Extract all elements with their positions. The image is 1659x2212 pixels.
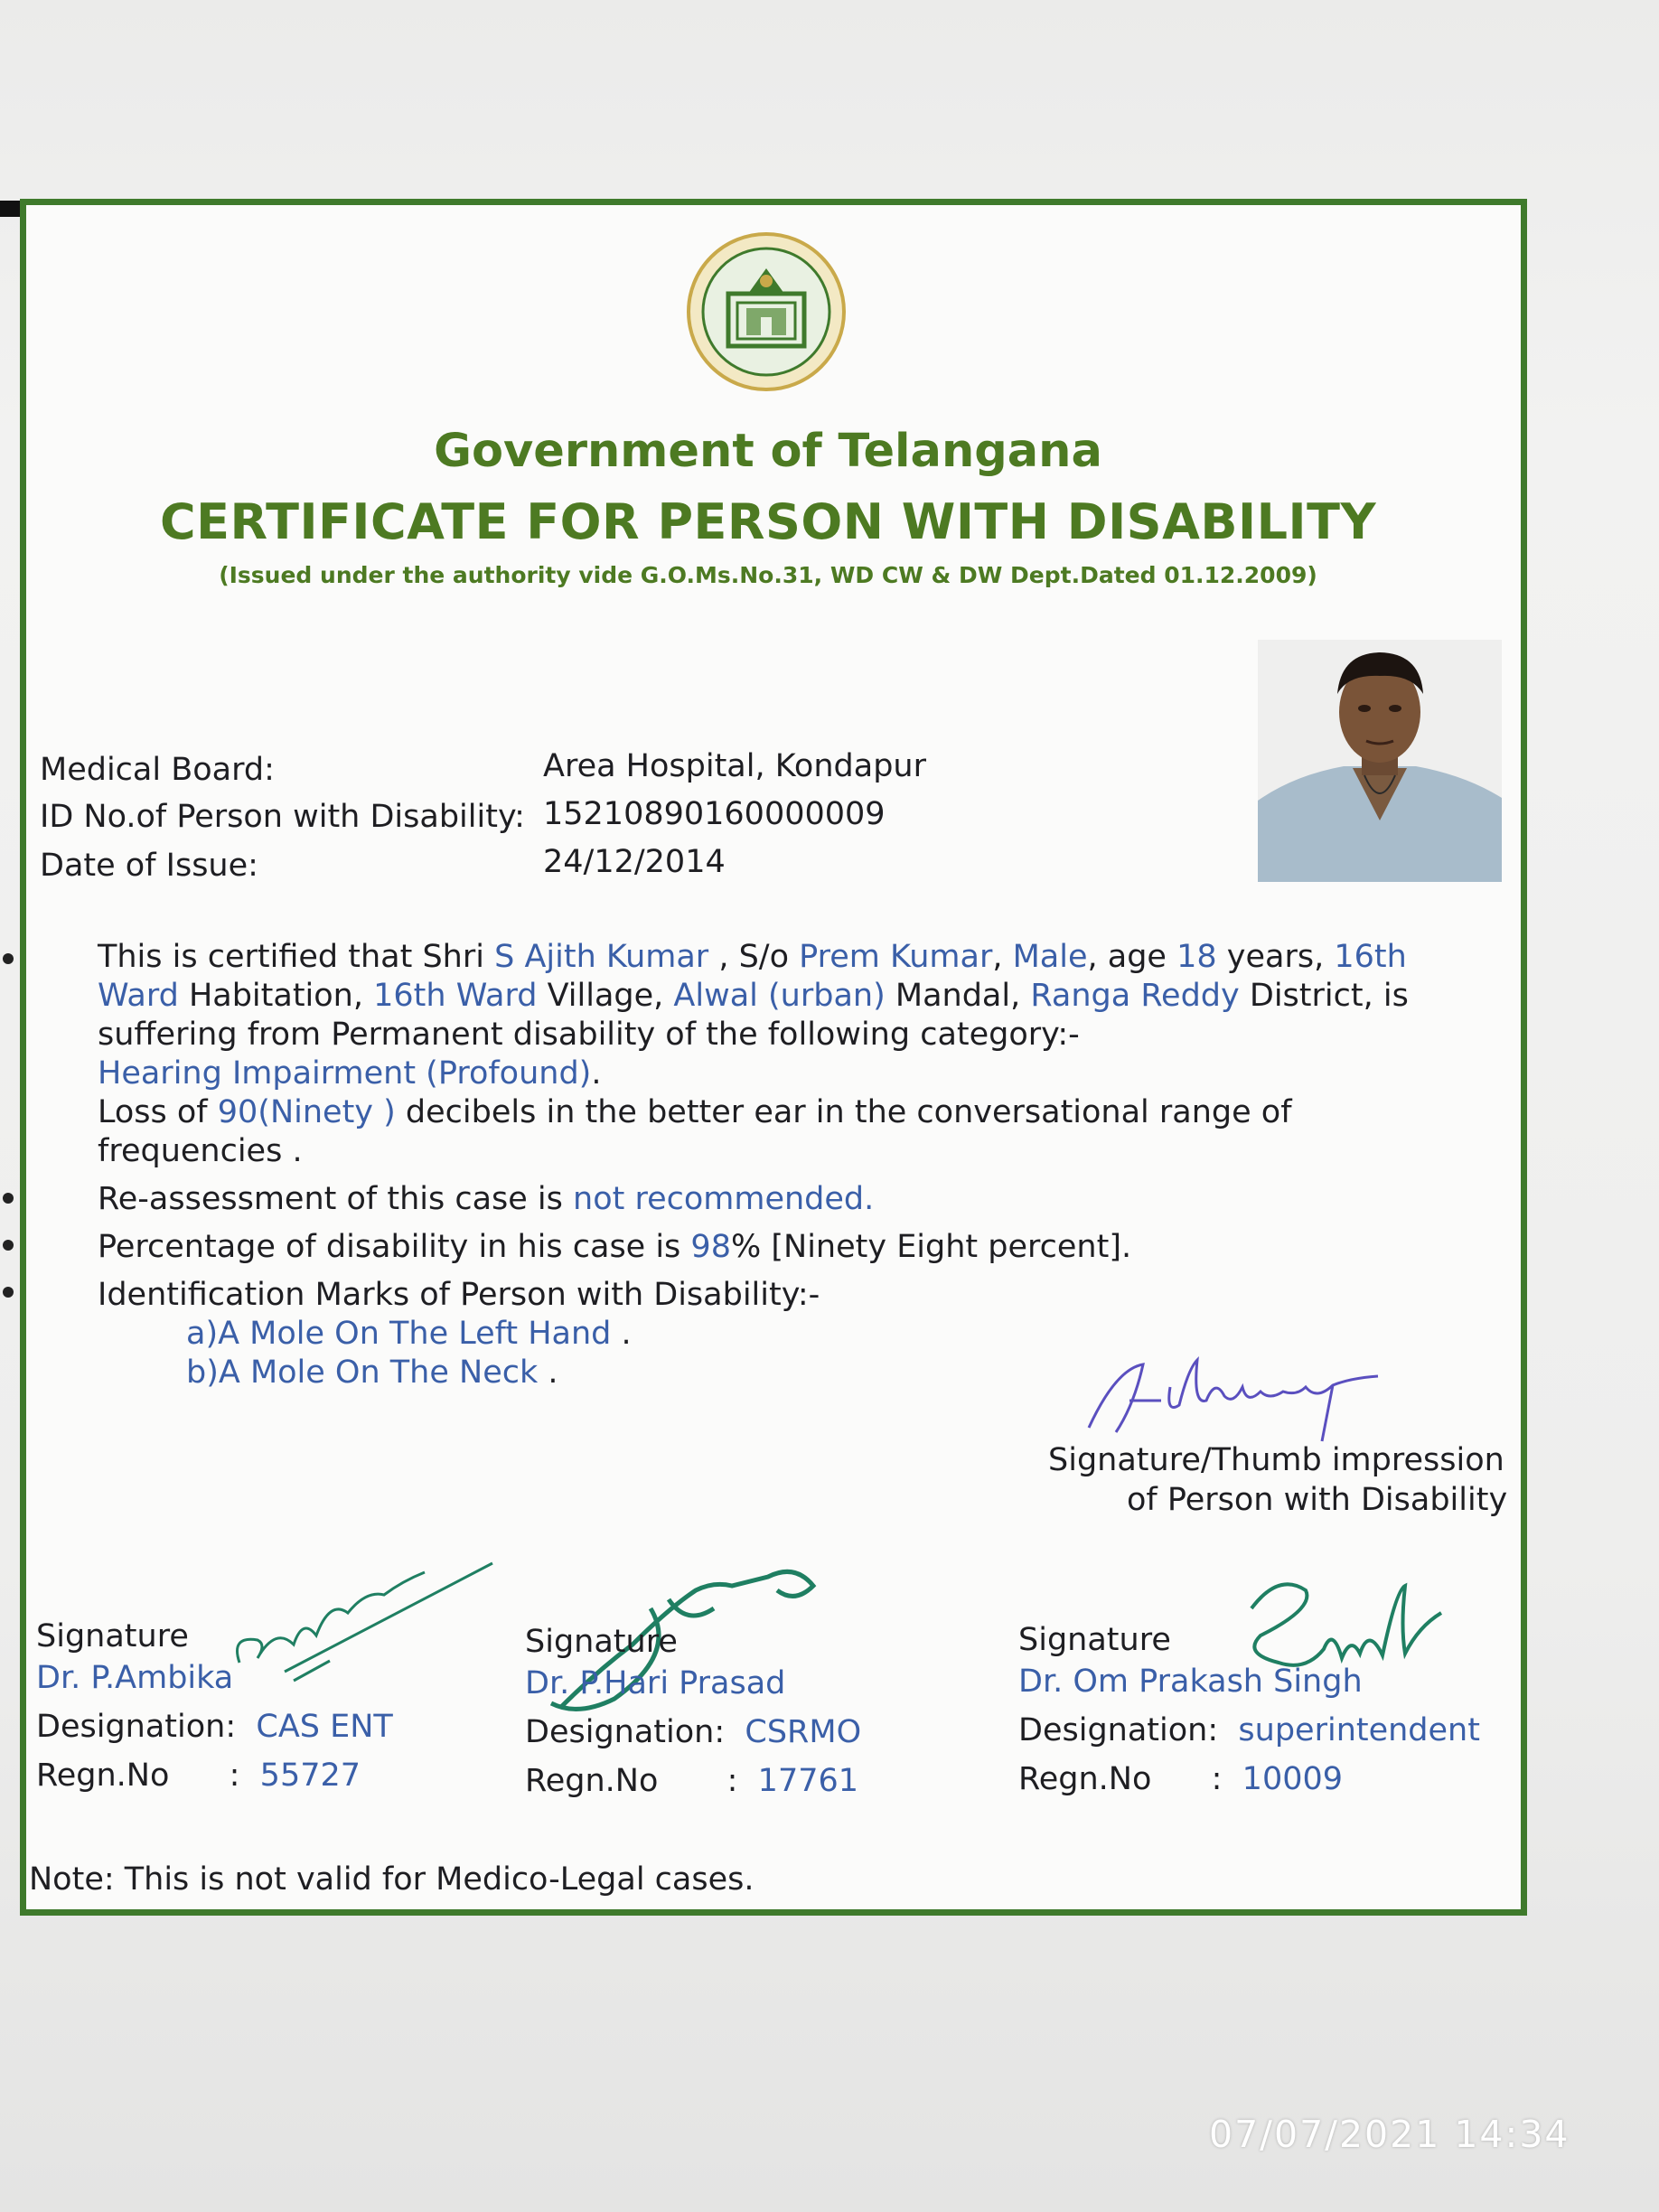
regn-value: 10009 (1242, 1761, 1344, 1797)
body-text: Habitation, (178, 978, 374, 1014)
id-number-label: ID No.of Person with Disability: (40, 799, 525, 835)
certificate-title: CERTIFICATE FOR PERSON WITH DISABILITY (159, 493, 1377, 550)
body-text: , S/o (708, 939, 800, 975)
body-text: Percentage of disability in his case is (98, 1229, 691, 1265)
signature-label: Signature (36, 1618, 189, 1654)
disability-percentage: 98 (690, 1229, 731, 1265)
body-text: , age (1087, 939, 1177, 975)
validity-note: Note: This is not valid for Medico-Legal cases. (29, 1861, 755, 1898)
designation-row (525, 1708, 861, 1757)
margin-dot (3, 1193, 14, 1204)
person-signature-caption-2: of Person with Disability (1127, 1482, 1508, 1518)
district: Ranga Reddy (1030, 978, 1240, 1014)
medical-board-label: Medical Board: (40, 752, 275, 788)
regn-row: Regn.No : 10009 (1018, 1761, 1344, 1797)
designation-label: Designation: (36, 1709, 237, 1745)
mandal: Alwal (urban) (673, 978, 886, 1014)
signature-label: Signature (525, 1624, 678, 1660)
designation-value: CSRMO (745, 1714, 862, 1750)
identification-marks-label: Identification Marks of Person with Disability:- (98, 1277, 820, 1313)
designation-row (36, 1702, 393, 1751)
margin-dot (3, 953, 14, 964)
habitation: 16th Ward (98, 939, 1407, 1014)
body-text: , (992, 939, 1013, 975)
date-of-issue-label: Date of Issue: (40, 848, 258, 884)
signatory-2 (525, 1617, 861, 1805)
person-handwritten-signature (1080, 1351, 1396, 1450)
body-text: Re-assessment of this case is (98, 1181, 574, 1217)
regn-label: Regn.No (525, 1763, 659, 1799)
id-number-value: 15210890160000009 (543, 796, 886, 832)
regn-row: Regn.No : 55727 (36, 1757, 361, 1794)
hearing-loss-line (98, 1093, 1471, 1171)
disability-category: Hearing Impairment (Profound) (98, 1055, 592, 1092)
father-name: Prem Kumar (799, 939, 993, 975)
reassessment-value: not recommended. (573, 1181, 875, 1217)
disability-category-line (98, 1054, 1471, 1093)
body-text: District, is suffering from Permanent disability of the following category:- (98, 978, 1409, 1053)
authority-reference: (Issued under the authority vide G.O.Ms.No.31, WD CW & DW Dept.Dated 01.12.2009) (219, 562, 1317, 588)
percentage-line (98, 1228, 1471, 1267)
margin-dot (3, 1287, 14, 1298)
designation-value: CAS ENT (256, 1709, 393, 1745)
signatory-1 (36, 1612, 393, 1800)
designation-label: Designation: (1018, 1712, 1219, 1748)
regn-value: 55727 (259, 1757, 361, 1794)
person-photo (1258, 640, 1502, 882)
signatory-name: Dr. P.Hari Prasad (525, 1665, 786, 1701)
telangana-seal-emblem (685, 230, 848, 393)
date-of-issue-value: 24/12/2014 (543, 844, 726, 880)
signatory-3 (1018, 1616, 1480, 1804)
designation-value: superintendent (1238, 1712, 1480, 1748)
margin-dot (3, 1240, 14, 1251)
issuing-authority: Government of Telangana (434, 425, 1102, 478)
decibel-loss: 90(Ninety ) (217, 1094, 396, 1130)
regn-label: Regn.No (1018, 1761, 1152, 1797)
photo-edge-mark (0, 201, 22, 217)
regn-label: Regn.No (36, 1757, 170, 1794)
body-text: Loss of (98, 1094, 218, 1130)
designation-label: Designation: (525, 1714, 726, 1750)
age: 18 (1176, 939, 1217, 975)
body-text: Village, (537, 978, 674, 1014)
village: 16th Ward (373, 978, 538, 1014)
mark-text: a)A Mole On The Left Hand (186, 1316, 612, 1352)
body-text: . (591, 1055, 602, 1092)
reassessment-line (98, 1180, 1471, 1219)
person-name: S Ajith Kumar (494, 939, 709, 975)
designation-row (1018, 1706, 1480, 1755)
body-text: . (538, 1354, 558, 1391)
medical-board-value: Area Hospital, Kondapur (543, 748, 926, 784)
body-text: years, (1216, 939, 1335, 975)
person-signature-caption-1: Signature/Thumb impression (1048, 1442, 1504, 1478)
gender: Male (1012, 939, 1088, 975)
body-text: decibels in the better ear in the conversational range of frequencies . (98, 1094, 1292, 1169)
signatory-name: Dr. P.Ambika (36, 1660, 234, 1696)
certificate-body (98, 938, 1471, 1392)
identification-mark-a (98, 1315, 1471, 1354)
regn-value: 17761 (757, 1763, 859, 1799)
body-text: % [Ninety Eight percent]. (730, 1229, 1132, 1265)
body-text: This is certified that Shri (98, 939, 495, 975)
signatory-name: Dr. Om Prakash Singh (1018, 1664, 1363, 1700)
camera-timestamp: 07/07/2021 14:34 (1209, 2113, 1570, 2156)
body-text: Mandal, (885, 978, 1031, 1014)
regn-row: Regn.No : 17761 (525, 1763, 859, 1799)
body-text: . (611, 1316, 632, 1352)
signature-label: Signature (1018, 1622, 1171, 1658)
mark-text: b)A Mole On The Neck (186, 1354, 539, 1391)
certification-statement (98, 938, 1471, 1054)
